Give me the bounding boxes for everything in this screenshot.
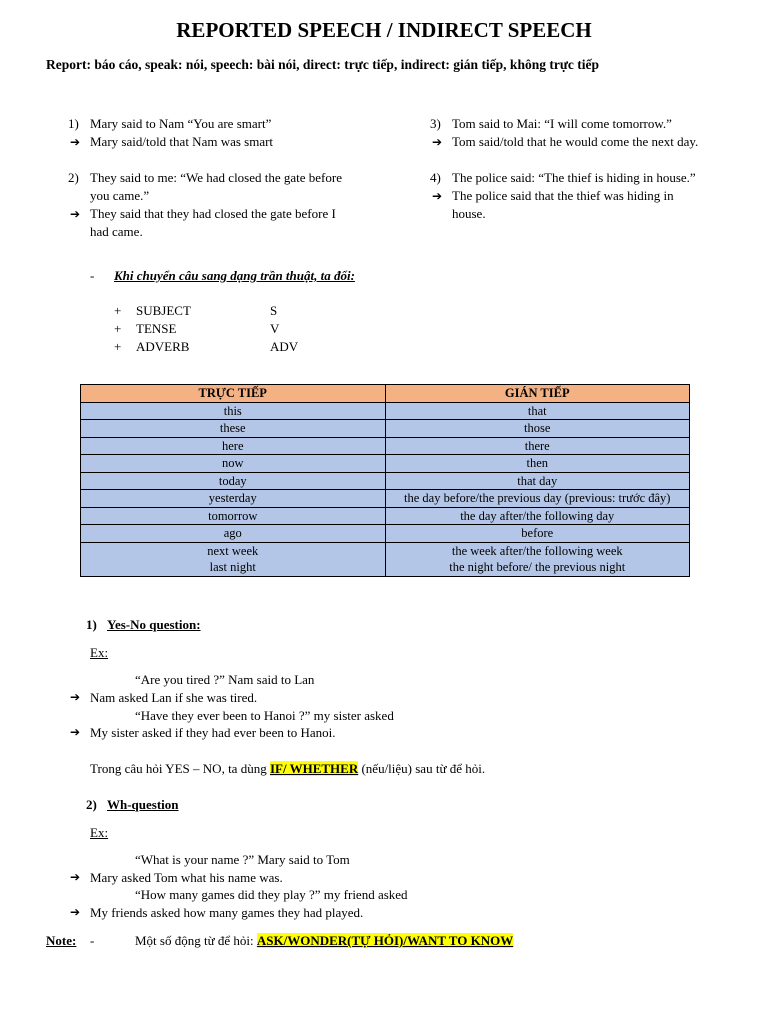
table-row	[81, 437, 690, 455]
example-1	[68, 115, 388, 151]
table-row	[81, 420, 690, 438]
indirect-cell: the day after/the following day	[385, 507, 690, 525]
indirect-cell: before	[385, 525, 690, 543]
direct-cell: this	[81, 402, 386, 420]
direct-speech: Tom said to Mai: “I will come tomorrow.”	[452, 116, 672, 131]
indirect-cell: the night before/ the previous night	[385, 559, 690, 576]
rule-plus: +	[114, 339, 122, 354]
direct-cell: tomorrow	[81, 507, 386, 525]
rule-text: (nếu/liệu) sau từ để hỏi.	[358, 761, 486, 776]
question-direct: “How many games did they play ?” my friend asked	[135, 887, 408, 902]
rule-text: Trong câu hỏi YES – NO, ta dùng	[90, 761, 270, 776]
reported-speech: They said that they had closed the gate before I	[90, 206, 336, 221]
example-2	[68, 169, 388, 241]
column-header-direct: TRỰC TIẾP	[81, 385, 386, 403]
table-row	[81, 542, 690, 559]
table-row	[81, 402, 690, 420]
rule-item-abbr: S	[270, 303, 278, 318]
example-number: 3)	[430, 116, 441, 131]
rule-plus: +	[114, 321, 122, 336]
indirect-cell: that	[385, 402, 690, 420]
arrow-right-icon: ➔	[432, 189, 443, 203]
rule-dash: -	[90, 268, 95, 283]
direct-speech: Mary said to Nam “You are smart”	[90, 116, 272, 131]
direct-cell: last night	[81, 559, 386, 576]
arrow-right-icon: ➔	[70, 135, 81, 149]
indirect-cell: the week after/the following week	[385, 542, 690, 559]
example-number: 1)	[68, 116, 79, 131]
indirect-cell: then	[385, 455, 690, 473]
table-header-row	[81, 385, 690, 403]
direct-cell: here	[81, 437, 386, 455]
direct-speech: They said to me: “We had closed the gate before	[90, 170, 342, 185]
question-reported: Nam asked Lan if she was tired.	[90, 690, 258, 705]
highlight-if-whether: IF/ WHETHER	[269, 761, 359, 776]
direct-cell: today	[81, 472, 386, 490]
reported-speech-cont: house.	[452, 206, 486, 221]
rule-item-label: SUBJECT	[136, 303, 191, 318]
rule-item-abbr: ADV	[270, 339, 299, 354]
question-reported: Mary asked Tom what his name was.	[90, 870, 283, 885]
example-3	[430, 115, 750, 151]
direct-indirect-table	[80, 384, 690, 577]
example-4	[430, 169, 750, 223]
reported-speech: Mary said/told that Nam was smart	[90, 134, 274, 149]
column-header-indirect: GIÁN TIẾP	[385, 385, 690, 403]
question-direct: “What is your name ?” Mary said to Tom	[135, 852, 350, 867]
direct-cell: these	[81, 420, 386, 438]
table-row	[81, 507, 690, 525]
question-reported: My friends asked how many games they had played.	[90, 905, 364, 920]
question-reported: My sister asked if they had ever been to Hanoi.	[90, 725, 336, 740]
question-direct: “Have they ever been to Hanoi ?” my sister asked	[135, 708, 394, 723]
example-number: 4)	[430, 170, 441, 185]
table-row	[81, 490, 690, 508]
direct-speech: The police said: “The thief is hiding in house.”	[452, 170, 696, 185]
rule-item-abbr: V	[270, 321, 280, 336]
example-label: Ex:	[90, 825, 109, 840]
indirect-cell: that day	[385, 472, 690, 490]
example-number: 2)	[68, 170, 79, 185]
table-row	[81, 472, 690, 490]
arrow-right-icon: ➔	[70, 207, 81, 221]
rule-item-label: TENSE	[136, 321, 177, 336]
direct-cell: next week	[81, 542, 386, 559]
arrow-right-icon: ➔	[70, 690, 81, 704]
vocabulary-line: Report: báo cáo, speak: nói, speech: bài nói, direct: trực tiếp, indirect: gián tiếp, không trực tiếp	[46, 57, 600, 72]
direct-speech-cont: you came.”	[90, 188, 150, 203]
direct-cell: yesterday	[81, 490, 386, 508]
note-text: Một số động từ để hỏi:	[135, 933, 257, 948]
indirect-cell: those	[385, 420, 690, 438]
page-title: REPORTED SPEECH / INDIRECT SPEECH	[176, 18, 592, 42]
note-dash: -	[90, 933, 95, 948]
direct-cell: now	[81, 455, 386, 473]
note-line	[135, 933, 513, 949]
section-heading-yes-no: Yes-No question:	[107, 617, 201, 632]
highlight-question-verbs: ASK/WONDER(TỰ HỎI)/WANT TO KNOW	[256, 933, 514, 948]
arrow-right-icon: ➔	[70, 905, 81, 919]
table-row	[81, 455, 690, 473]
section-number: 1)	[86, 617, 97, 632]
section-heading-wh: Wh-question	[107, 797, 179, 812]
example-label: Ex:	[90, 645, 109, 660]
section-number: 2)	[86, 797, 97, 812]
table-row	[81, 525, 690, 543]
question-direct: “Are you tired ?” Nam said to Lan	[135, 672, 315, 687]
reported-speech: Tom said/told that he would come the next day.	[452, 134, 699, 149]
indirect-cell: there	[385, 437, 690, 455]
rule-heading: Khi chuyển câu sang dạng trần thuật, ta đổi:	[114, 268, 355, 283]
arrow-right-icon: ➔	[70, 870, 81, 884]
yes-no-rule	[90, 761, 485, 777]
reported-speech-cont: had came.	[90, 224, 143, 239]
direct-cell: ago	[81, 525, 386, 543]
note-label: Note:	[46, 933, 77, 948]
reported-speech: The police said that the thief was hiding in	[452, 188, 674, 203]
rule-item-label: ADVERB	[136, 339, 190, 354]
arrow-right-icon: ➔	[432, 135, 443, 149]
arrow-right-icon: ➔	[70, 725, 81, 739]
indirect-cell: the day before/the previous day (previous: trước đây)	[385, 490, 690, 508]
table-row	[81, 559, 690, 576]
rule-plus: +	[114, 303, 122, 318]
